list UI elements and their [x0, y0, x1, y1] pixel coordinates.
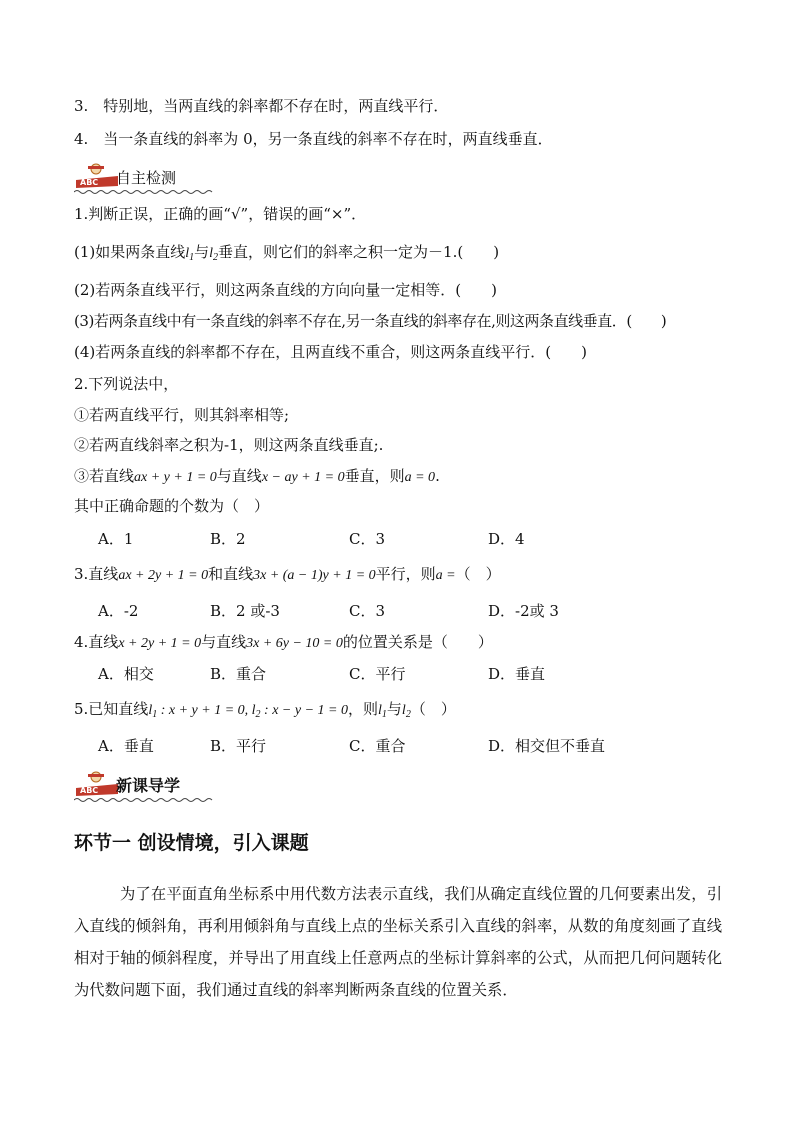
- q5-l2-ref: $l_2$: [401, 703, 411, 720]
- q3-text-c: 平行，则: [375, 565, 436, 583]
- q2-option-d[interactable]: D．4: [488, 530, 525, 548]
- self-check-header: [74, 162, 214, 192]
- q2-c3-equation-2: x − ay + 1 = 0: [261, 470, 345, 485]
- section-title: 环节一 创设情境，引入课题: [74, 832, 309, 854]
- q5-text-b: ，则: [348, 700, 379, 718]
- q5-equation-2: x − y − 1 = 0: [272, 703, 348, 718]
- q4-text-a: 4.直线: [74, 633, 119, 651]
- q1-statement-1: [74, 242, 499, 268]
- q5-l2-label: $l_2$ :: [251, 703, 273, 720]
- q1-statement-3: (3)若两条直线中有一条直线的斜率不存在,另一条直线的斜率存在,则这两条直线垂直．( ): [74, 312, 667, 330]
- q2-c3-text-d: .: [435, 467, 440, 485]
- intro-paragraph: 为了在平面直角坐标系中用代数方法表示直线，我们从确定直线位置的几何要素出发，引入直线的倾斜角，再利用倾斜角与直线上点的坐标关系引入直线的斜率，从数的角度刻画了直线相对于轴的倾斜程度，并导出了用直线上任意两点的坐标计算斜率的公式，从而把几何问题转化为代数问题下面，我们通过直线的斜率判断两条直线的位置关系．: [74, 885, 722, 999]
- q1-s1-text-c: 垂直，则它们的斜率之积一定为－1.( ): [218, 243, 500, 261]
- q2-c3-equation-1: ax + y + 1 = 0: [134, 470, 217, 485]
- q2-c3-text-c: 垂直，则: [344, 467, 405, 485]
- q4-text-b: 与直线: [201, 633, 247, 651]
- q2-ask: 其中正确命题的个数为（ ）: [74, 497, 270, 515]
- self-check-heading: 自主检测: [116, 169, 177, 187]
- q4-text-c: 的位置关系是（ ）: [342, 633, 493, 651]
- q2-claim-1: ①若两直线平行，则其斜率相等;: [74, 406, 290, 424]
- q2-c3-text-a: ③若直线: [74, 467, 135, 485]
- q4-equation-2: 3x + 6y − 10 = 0: [246, 636, 343, 651]
- q5-option-c[interactable]: C．重合: [349, 737, 406, 755]
- q3-text-a: 3.直线: [74, 565, 119, 583]
- q5-text-a: 5.已知直线: [74, 700, 149, 718]
- l2-symbol: $l_2$: [209, 246, 219, 263]
- q5-option-b[interactable]: B．平行: [210, 737, 267, 755]
- q2-claim-2: ②若两直线斜率之积为-1，则这两条直线垂直;.: [74, 436, 384, 454]
- section-badge-icon: [74, 770, 120, 800]
- q4-option-d[interactable]: D．垂直: [488, 665, 546, 683]
- q3-text-d: （ ）: [455, 565, 501, 583]
- q5-l1-label: $l_1$ :: [148, 703, 169, 720]
- l1-symbol: $l_1$: [185, 246, 195, 263]
- q5-l1-ref: $l_1$: [378, 703, 387, 720]
- q2-option-c[interactable]: C．3: [349, 530, 386, 548]
- q2-stem: 2.下列说法中，: [74, 375, 179, 393]
- q2-option-a[interactable]: A．1: [98, 530, 134, 548]
- q4-option-b[interactable]: B．重合: [210, 665, 267, 683]
- wavy-underline: [74, 189, 214, 195]
- svg-text:ABC: ABC: [80, 786, 99, 795]
- q5-option-d[interactable]: D．相交但不垂直: [488, 737, 606, 755]
- q2-claim-3: [74, 466, 440, 488]
- q4-equation-1: x + 2y + 1 = 0: [118, 636, 202, 651]
- q2-option-b[interactable]: B．2: [210, 530, 246, 548]
- q1-statement-2: (2)若两条直线平行，则这两条直线的方向向量一定相等．( ): [74, 281, 497, 299]
- q5-equation-1: x + y + 1 = 0,: [168, 703, 252, 718]
- q3-option-b[interactable]: B．2 或-3: [210, 602, 280, 620]
- q3-option-d[interactable]: D．-2或 3: [488, 602, 559, 620]
- section-badge-icon: [74, 162, 120, 192]
- q4-stem: [74, 632, 493, 654]
- q2-c3-text-b: 与直线: [216, 467, 262, 485]
- wavy-underline: [74, 797, 216, 803]
- q3-text-b: 和直线: [208, 565, 254, 583]
- q3-equation-1: ax + 2y + 1 = 0: [118, 568, 209, 583]
- q3-equation-2: 3x + (a − 1)y + 1 = 0: [253, 568, 376, 583]
- q1-s1-text-a: (1)如果两条直线: [74, 243, 186, 261]
- q5-option-a[interactable]: A．垂直: [98, 737, 154, 755]
- svg-text:ABC: ABC: [80, 178, 99, 187]
- q3-option-c[interactable]: C．3: [349, 602, 386, 620]
- note-item-3: 3. 特别地，当两直线的斜率都不存在时，两直线平行．: [74, 97, 449, 115]
- q5-text-c: 与: [386, 700, 402, 718]
- q3-stem: [74, 564, 501, 586]
- q1-s1-text-b: 与: [194, 243, 210, 261]
- note-item-4: 4. 当一条直线的斜率为 0，另一条直线的斜率不存在时，两直线垂直．: [74, 130, 553, 148]
- q5-text-d: （ ）: [410, 700, 456, 718]
- q3-option-a[interactable]: A．-2: [98, 602, 139, 620]
- q1-statement-4: (4)若两条直线的斜率都不存在，且两直线不重合，则这两条直线平行．( ): [74, 343, 587, 361]
- q2-c3-equation-3: a = 0: [404, 470, 436, 485]
- q4-option-c[interactable]: C．平行: [349, 665, 406, 683]
- q4-option-a[interactable]: A．相交: [98, 665, 154, 683]
- q3-equation-3: a =: [435, 568, 456, 583]
- q1-stem: 1.判断正误，正确的画“√”，错误的画“×”．: [74, 205, 367, 223]
- new-lesson-heading: 新课导学: [116, 776, 181, 795]
- q5-stem: [74, 699, 456, 725]
- new-lesson-header: [74, 770, 216, 800]
